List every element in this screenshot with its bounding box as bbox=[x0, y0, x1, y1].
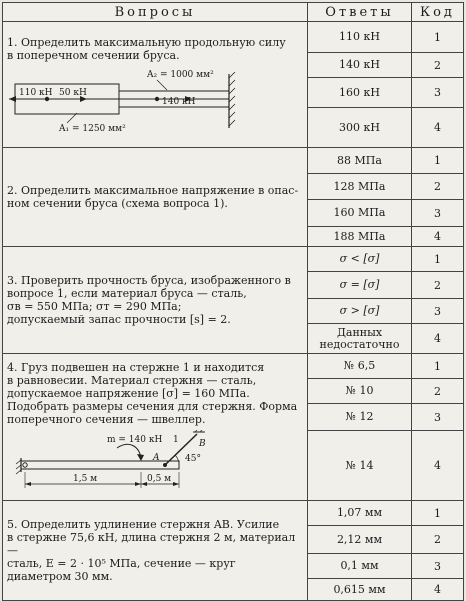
question-5 bbox=[3, 501, 308, 601]
rod-number-label: 1 bbox=[173, 434, 179, 445]
code-3-3: 3 bbox=[412, 299, 464, 324]
answer-2-3[interactable]: 160 МПа bbox=[308, 200, 412, 227]
code-4-1: 1 bbox=[412, 354, 464, 379]
header-row bbox=[3, 3, 464, 22]
area-2-label: A₂ = 1000 мм² bbox=[147, 69, 214, 80]
answer-1-1[interactable]: 110 кН bbox=[308, 22, 412, 53]
answer-5-1[interactable]: 1,07 мм bbox=[308, 501, 412, 526]
code-5-3: 3 bbox=[412, 554, 464, 579]
code-2-4: 4 bbox=[412, 227, 464, 247]
question-5-text: 5. Определить удлинение стержня AB. Усилие в стержне 75,6 кН, длина стержня 2 м, материал — сталь, E = 2 · 10⁵ МПа, сечение — круг диаметром 30 мм. bbox=[7, 518, 296, 583]
code-4-3: 3 bbox=[412, 404, 464, 431]
question-3 bbox=[3, 247, 308, 354]
angle-label: 45° bbox=[185, 453, 201, 464]
code-5-4: 4 bbox=[412, 579, 464, 601]
answer-4-3[interactable]: № 12 bbox=[308, 404, 412, 431]
answer-5-2[interactable]: 2,12 мм bbox=[308, 526, 412, 554]
bar-diagram bbox=[7, 66, 247, 134]
answer-5-3[interactable]: 0,1 мм bbox=[308, 554, 412, 579]
q3-row-1 bbox=[3, 247, 464, 272]
force-1-label: 110 кН bbox=[19, 87, 53, 98]
header-code: Код bbox=[412, 3, 464, 22]
answer-1-3[interactable]: 160 кН bbox=[308, 78, 412, 108]
question-2 bbox=[3, 148, 308, 247]
question-4 bbox=[3, 354, 308, 501]
q5-row-1 bbox=[3, 501, 464, 526]
code-5-2: 2 bbox=[412, 526, 464, 554]
answer-3-2[interactable]: σ = [σ] bbox=[308, 272, 412, 299]
code-1-3: 3 bbox=[412, 78, 464, 108]
answer-2-4[interactable]: 188 МПа bbox=[308, 227, 412, 247]
code-3-1: 1 bbox=[412, 247, 464, 272]
code-4-2: 2 bbox=[412, 379, 464, 404]
answer-3-1[interactable]: σ < [σ] bbox=[308, 247, 412, 272]
code-4-4: 4 bbox=[412, 431, 464, 501]
question-4-text: 4. Груз подвешен на стержне 1 и находится в равновесии. Материал стержня — сталь, допускаемое напряжение [σ] = 160 МПа. Подобрать размеры сечения для стержня. Форма поперечного сечения — швеллер. bbox=[7, 360, 298, 426]
q1-row-1 bbox=[3, 22, 464, 53]
code-1-2: 2 bbox=[412, 53, 464, 78]
answer-1-2[interactable]: 140 кН bbox=[308, 53, 412, 78]
area-1-label: A₁ = 1250 мм² bbox=[59, 123, 126, 134]
answer-4-4[interactable]: № 14 bbox=[308, 431, 412, 501]
code-5-1: 1 bbox=[412, 501, 464, 526]
question-1-text: 1. Определить максимальную продольную силу в поперечном сечении бруса. bbox=[7, 35, 286, 62]
answer-2-1[interactable]: 88 МПа bbox=[308, 148, 412, 174]
answer-3-3[interactable]: σ > [σ] bbox=[308, 299, 412, 324]
load-label: m = 140 кН bbox=[107, 434, 163, 445]
q4-row-1 bbox=[3, 354, 464, 379]
code-2-1: 1 bbox=[412, 148, 464, 174]
code-2-3: 3 bbox=[412, 200, 464, 227]
point-b-label: B bbox=[199, 438, 206, 449]
question-2-text: 2. Определить максимальное напряжение в опас- ном сечении бруса (схема вопроса 1). bbox=[7, 184, 299, 210]
answer-5-4[interactable]: 0,615 мм bbox=[308, 579, 412, 601]
test-table bbox=[2, 2, 464, 601]
force-3-label: 140 кН bbox=[162, 96, 196, 107]
answer-4-1[interactable]: № 6,5 bbox=[308, 354, 412, 379]
header-questions: Вопросы bbox=[3, 3, 308, 22]
dimension-2-label: 0,5 м bbox=[147, 473, 172, 484]
code-3-2: 2 bbox=[412, 272, 464, 299]
answer-1-4[interactable]: 300 кН bbox=[308, 108, 412, 148]
question-3-text: 3. Проверить прочность бруса, изображенного в вопросе 1, если материал бруса — сталь, σв = 550 МПа; σт = 290 МПа; допускаемый запас прочности [s] = 2. bbox=[7, 274, 291, 326]
code-1-1: 1 bbox=[412, 22, 464, 53]
dimension-1-label: 1,5 м bbox=[73, 473, 98, 484]
answer-4-2[interactable]: № 10 bbox=[308, 379, 412, 404]
answer-2-2[interactable]: 128 МПа bbox=[308, 174, 412, 200]
code-2-2: 2 bbox=[412, 174, 464, 200]
rod-diagram bbox=[7, 430, 237, 494]
q2-row-1 bbox=[3, 148, 464, 174]
code-1-4: 4 bbox=[412, 108, 464, 148]
question-1 bbox=[3, 22, 308, 148]
code-3-4: 4 bbox=[412, 324, 464, 354]
header-answers: Ответы bbox=[308, 3, 412, 22]
answer-3-4[interactable]: Данных недостаточно bbox=[308, 324, 412, 354]
point-a-label: A bbox=[153, 452, 160, 463]
force-2-label: 50 кН bbox=[59, 87, 87, 98]
